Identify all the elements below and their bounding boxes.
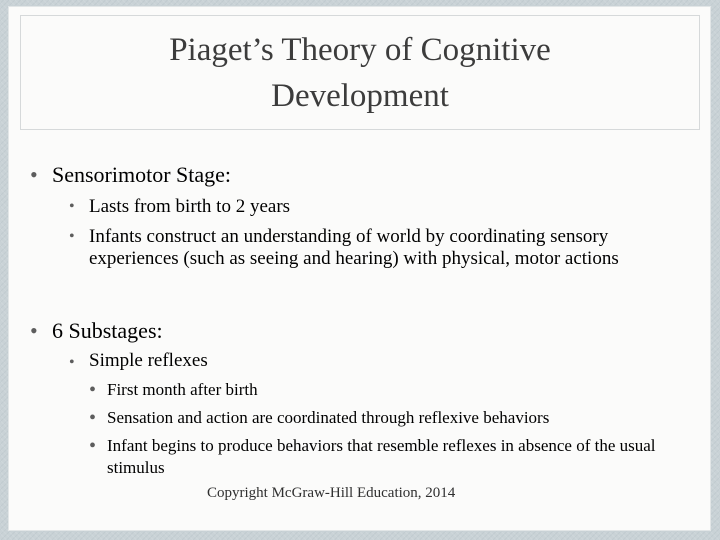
section-heading-sensorimotor: Sensorimotor Stage: <box>52 162 232 187</box>
bullet-icon: • <box>69 198 75 215</box>
detail-sensation-action: Sensation and action are coordinated through reflexive behaviors <box>107 408 550 427</box>
bullet-icon: • <box>30 162 38 187</box>
bullet-icon: • <box>89 379 97 401</box>
subheading-simple-reflexes: Simple reflexes <box>89 350 208 371</box>
point-infants-construct: Infants construct an understanding of world by coordinating sensory experiences (such as seeing and hearing) with physical, motor actions <box>89 226 619 269</box>
bullet-icon: • <box>89 407 97 429</box>
slide-title: Piaget’s Theory of Cognitive Development <box>169 31 551 114</box>
bullet-icon: • <box>30 318 38 343</box>
bullet-icon: • <box>89 435 97 457</box>
bullet-icon: • <box>69 228 75 245</box>
title-box <box>20 15 700 130</box>
point-birth-to-two: Lasts from birth to 2 years <box>89 196 291 217</box>
section-heading-substages: 6 Substages: <box>52 318 163 343</box>
copyright-footer: Copyright McGraw-Hill Education, 2014 <box>207 485 456 501</box>
detail-first-month: First month after birth <box>107 380 258 399</box>
slide <box>8 6 711 531</box>
detail-infant-begins: Infant begins to produce behaviors that resemble reflexes in absence of the usual stimulus <box>107 436 656 477</box>
bullet-icon: • <box>69 354 75 371</box>
